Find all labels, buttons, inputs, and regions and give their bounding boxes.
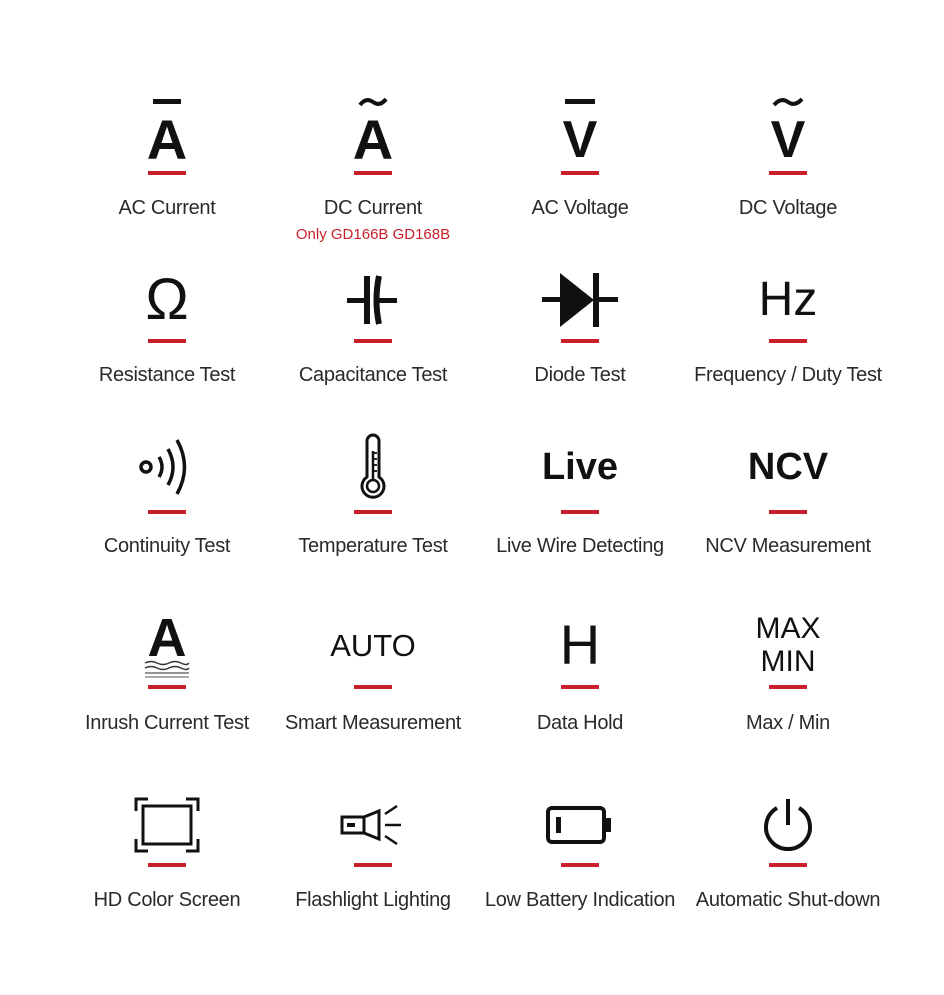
capacitor-icon xyxy=(313,265,433,335)
max-min-icon xyxy=(728,610,848,680)
feature-label: Inrush Current Test xyxy=(84,712,249,734)
feature-auto-shutdown xyxy=(683,790,893,950)
feature-label: NCV Measurement xyxy=(705,535,871,557)
glyph-text: Hz xyxy=(758,273,818,326)
feature-label: Flashlight Lighting xyxy=(295,889,451,911)
ncv-text-icon xyxy=(728,432,848,502)
glyph-text: NCV xyxy=(747,446,829,488)
red-underline xyxy=(148,863,186,867)
red-underline xyxy=(354,685,392,689)
red-underline xyxy=(769,510,807,514)
red-underline xyxy=(561,863,599,867)
red-underline xyxy=(769,863,807,867)
model-note: Only GD166B GD168B xyxy=(295,226,451,243)
red-underline xyxy=(561,685,599,689)
feature-ac-current xyxy=(62,95,272,255)
diode-icon xyxy=(520,265,640,335)
glyph-text: H xyxy=(559,613,601,676)
feature-inrush xyxy=(62,610,272,770)
glyph-text: A xyxy=(146,108,188,165)
a-tilde-icon xyxy=(313,95,433,165)
low-battery-icon xyxy=(520,790,640,860)
red-underline xyxy=(354,339,392,343)
feature-label: Max / Min xyxy=(746,712,830,734)
feature-label: HD Color Screen xyxy=(93,889,241,911)
feature-flashlight xyxy=(268,790,478,950)
feature-smart xyxy=(268,610,478,770)
feature-dc-voltage xyxy=(683,95,893,255)
feature-frequency xyxy=(683,265,893,425)
red-underline xyxy=(354,171,392,175)
glyph-text: A xyxy=(352,108,394,165)
feature-label: AC Voltage xyxy=(531,197,629,219)
a-overline-icon xyxy=(107,95,227,165)
red-underline xyxy=(148,171,186,175)
glyph-text: A xyxy=(147,610,187,668)
red-underline xyxy=(354,863,392,867)
feature-dc-current xyxy=(268,95,478,255)
glyph-text: AUTO xyxy=(330,627,416,663)
glyph-text: Live xyxy=(541,446,619,488)
red-underline xyxy=(561,171,599,175)
power-icon xyxy=(728,790,848,860)
feature-hd-screen xyxy=(62,790,272,950)
feature-label: DC Current xyxy=(323,197,423,219)
flashlight-icon xyxy=(313,790,433,860)
red-underline xyxy=(769,339,807,343)
feature-label: Resistance Test xyxy=(98,364,236,386)
inrush-a-icon xyxy=(107,610,227,682)
red-underline xyxy=(148,685,186,689)
feature-label: AC Current xyxy=(118,197,216,219)
feature-label: Data Hold xyxy=(536,712,624,734)
feature-continuity xyxy=(62,432,272,592)
feature-label: Capacitance Test xyxy=(298,364,448,386)
min-text: MIN xyxy=(760,644,816,678)
red-underline xyxy=(561,339,599,343)
hz-icon xyxy=(728,265,848,335)
h-letter-icon xyxy=(520,610,640,680)
feature-label: Low Battery Indication xyxy=(484,889,676,911)
glyph-text: V xyxy=(770,111,806,165)
red-underline xyxy=(148,510,186,514)
feature-resistance xyxy=(62,265,272,425)
v-tilde-icon xyxy=(728,95,848,165)
feature-diode xyxy=(475,265,685,425)
feature-label: Live Wire Detecting xyxy=(496,535,664,557)
screen-frame-icon xyxy=(107,790,227,860)
feature-label: Automatic Shut-down xyxy=(695,889,881,911)
feature-label: Continuity Test xyxy=(103,535,231,557)
red-underline xyxy=(148,339,186,343)
feature-label: DC Voltage xyxy=(738,197,838,219)
glyph-text: Ω xyxy=(145,267,189,332)
feature-ac-voltage xyxy=(475,95,685,255)
red-underline xyxy=(561,510,599,514)
live-text-icon xyxy=(520,432,640,502)
feature-low-battery xyxy=(475,790,685,950)
max-text: MAX xyxy=(755,611,821,645)
feature-ncv xyxy=(683,432,893,592)
feature-temperature xyxy=(268,432,478,592)
feature-label: Diode Test xyxy=(534,364,626,386)
feature-capacitance xyxy=(268,265,478,425)
feature-label: Frequency / Duty Test xyxy=(694,364,882,386)
omega-icon xyxy=(107,265,227,335)
red-underline xyxy=(354,510,392,514)
thermometer-icon xyxy=(313,432,433,502)
v-overline-icon xyxy=(520,95,640,165)
feature-live-wire xyxy=(475,432,685,592)
feature-max-min xyxy=(683,610,893,770)
feature-label: Smart Measurement xyxy=(284,712,462,734)
red-underline xyxy=(769,171,807,175)
sound-waves-icon xyxy=(107,432,227,502)
auto-text-icon xyxy=(313,610,433,680)
feature-data-hold xyxy=(475,610,685,770)
feature-label: Temperature Test xyxy=(298,535,448,557)
red-underline xyxy=(769,685,807,689)
glyph-text: V xyxy=(562,111,598,165)
